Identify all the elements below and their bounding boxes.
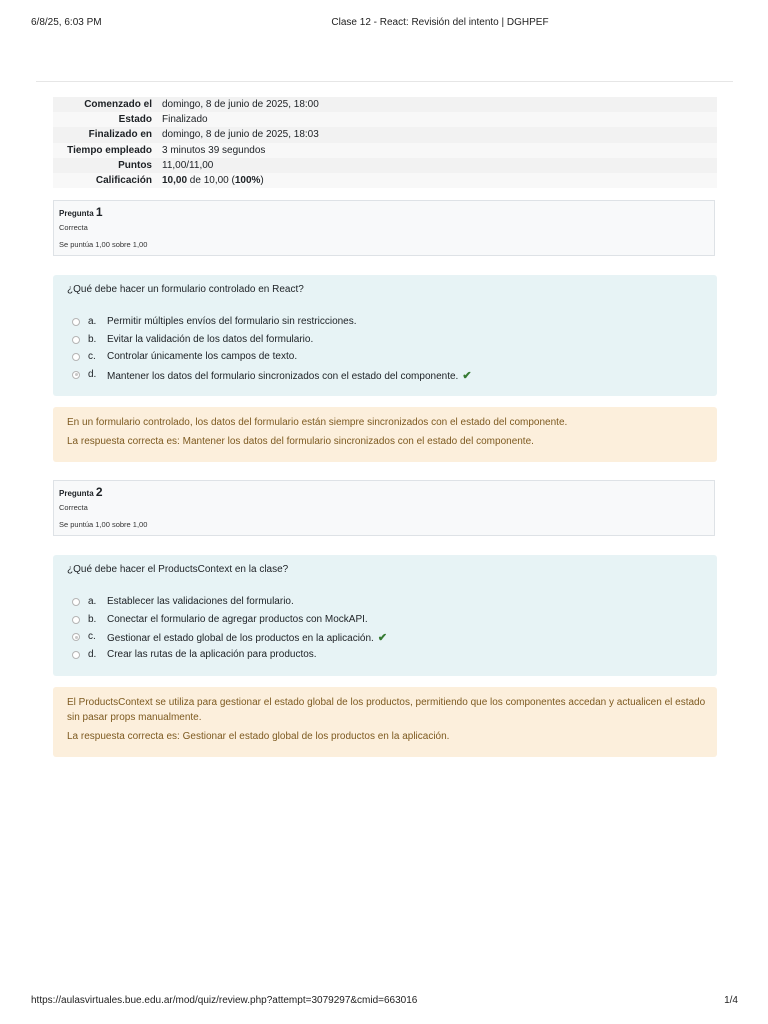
option-letter: c. — [88, 351, 96, 363]
option-letter: a. — [88, 316, 97, 327]
radio-button-selected[interactable] — [72, 633, 80, 641]
summary-value: domingo, 8 de junio de 2025, 18:03 — [158, 127, 717, 142]
summary-label: Estado — [53, 112, 158, 127]
question-2-feedback — [53, 687, 717, 757]
grade-score: 10,00 — [162, 175, 188, 187]
question-number: Pregunta 1 — [59, 205, 103, 219]
radio-button[interactable] — [72, 598, 80, 606]
option-letter: d. — [88, 648, 97, 660]
general-feedback: El ProductsContext se utiliza para gestionar el estado global de los productos, permitiendo que los componentes accedan y actualicen el estado sin pasar props manualmente. — [67, 697, 706, 723]
option-letter: d. — [88, 368, 97, 380]
radio-button[interactable] — [72, 353, 80, 361]
option-text: Evitar la validación de los datos del formulario. — [107, 333, 314, 345]
radio-button[interactable] — [72, 651, 80, 659]
summary-label: Calificación — [53, 173, 158, 188]
option-text: Gestionar el estado global de los productos en la aplicación. — [107, 633, 374, 645]
summary-label: Puntos — [53, 158, 158, 173]
question-grade: Se puntúa 1,00 sobre 1,00 — [59, 520, 148, 529]
summary-row-time — [53, 143, 717, 158]
checkmark-icon: ✔ — [462, 369, 472, 382]
grade-close: ) — [260, 175, 264, 187]
page-number: 1/4 — [724, 995, 738, 1006]
right-answer: La respuesta correcta es: Gestionar el estado global de los productos en la aplicación. — [67, 731, 450, 742]
question-state: Correcta — [59, 223, 88, 232]
radio-button[interactable] — [72, 318, 80, 326]
option-text: Crear las rutas de la aplicación para productos. — [107, 648, 317, 660]
radio-button[interactable] — [72, 336, 80, 344]
question-text: ¿Qué debe hacer un formulario controlado en React? — [67, 284, 304, 295]
grade-percent: 100% — [234, 175, 261, 187]
summary-row-grade — [53, 173, 717, 188]
question-state: Correcta — [59, 503, 88, 512]
summary-row-started — [53, 97, 717, 112]
question-1-info — [53, 200, 715, 256]
attempt-summary-table — [53, 97, 717, 188]
question-grade: Se puntúa 1,00 sobre 1,00 — [59, 240, 148, 249]
general-feedback: En un formulario controlado, los datos del formulario están siempre sincronizados con el estado del componente. — [67, 417, 568, 428]
print-date: 6/8/25, 6:03 PM — [31, 17, 102, 28]
divider — [36, 81, 733, 82]
grade-out-of: de 10,00 ( — [187, 175, 235, 187]
option-letter: a. — [88, 596, 97, 607]
radio-button[interactable] — [72, 616, 80, 624]
option-text: Conectar el formulario de agregar productos con MockAPI. — [107, 613, 368, 625]
print-footer — [0, 995, 768, 1009]
right-answer: La respuesta correcta es: Mantener los datos del formulario sincronizados con el estado del componente. — [67, 436, 534, 447]
question-1-feedback — [53, 407, 717, 462]
question-number: Pregunta 2 — [59, 485, 103, 499]
option-letter: b. — [88, 333, 97, 345]
option-text: Mantener los datos del formulario sincronizados con el estado del componente. — [107, 370, 459, 382]
radio-button-selected[interactable] — [72, 371, 80, 379]
option-text: Permitir múltiples envíos del formulario sin restricciones. — [107, 316, 357, 327]
option-letter: c. — [88, 631, 96, 643]
summary-row-finished — [53, 127, 717, 142]
summary-value: Finalizado — [158, 112, 717, 127]
summary-value — [158, 173, 717, 188]
question-text: ¿Qué debe hacer el ProductsContext en la clase? — [67, 564, 289, 575]
print-title: Clase 12 - React: Revisión del intento | DGHPEF — [331, 17, 549, 28]
checkmark-icon: ✔ — [377, 632, 388, 645]
summary-label: Comenzado el — [53, 97, 158, 112]
question-2-formulation — [53, 555, 717, 676]
summary-label: Finalizado en — [53, 127, 158, 142]
option-letter: b. — [88, 613, 97, 625]
option-text: Establecer las validaciones del formulario. — [107, 596, 294, 607]
print-header — [0, 17, 768, 31]
summary-row-state — [53, 112, 717, 127]
option-text-row — [107, 369, 472, 382]
option-text-row — [107, 631, 387, 644]
summary-row-points — [53, 158, 717, 173]
summary-value: domingo, 8 de junio de 2025, 18:00 — [158, 97, 717, 112]
question-2-info — [53, 480, 715, 536]
summary-value: 3 minutos 39 segundos — [158, 143, 717, 158]
question-1-formulation — [53, 275, 717, 396]
option-text: Controlar únicamente los campos de texto. — [107, 351, 298, 363]
summary-value: 11,00/11,00 — [158, 158, 717, 173]
summary-label: Tiempo empleado — [53, 143, 158, 158]
print-url: https://aulasvirtuales.bue.edu.ar/mod/quiz/review.php?attempt=3079297&cmid=663016 — [31, 995, 418, 1006]
